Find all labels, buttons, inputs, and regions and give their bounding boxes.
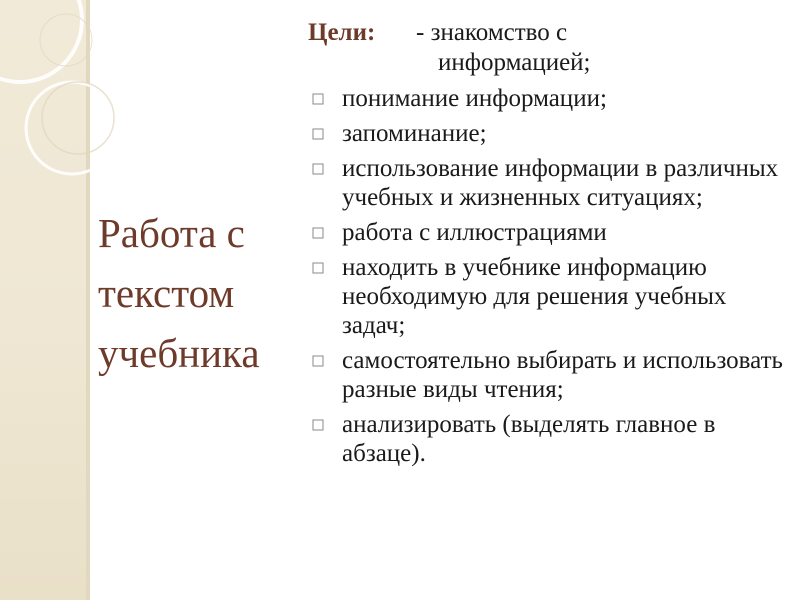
list-item <box>308 218 788 247</box>
list-item <box>308 346 788 404</box>
list-item <box>308 154 788 212</box>
list-item-text: работа с иллюстрациями <box>342 219 607 246</box>
goals-intro-line-2: информацией; <box>438 49 591 76</box>
list-item-text: находить в учебнике информацию необходимую для решения учебных задач; <box>342 254 727 339</box>
title-line-1: Работа с <box>98 210 245 256</box>
hollow-square-bullet-icon <box>310 126 326 142</box>
hollow-square-bullet-icon <box>310 260 326 276</box>
list-item-text: самостоятельно выбирать и использовать разные виды чтения; <box>342 347 783 403</box>
title-line-3: учебника <box>98 330 260 376</box>
goals-label: Цели: <box>308 19 376 46</box>
list-item <box>308 253 788 340</box>
list-item <box>308 410 788 468</box>
goals-intro-line-1: - знакомство с <box>416 19 568 46</box>
hollow-square-bullet-icon <box>310 161 326 177</box>
list-item-text: понимание информации; <box>342 85 607 112</box>
list-item-text: запоминание; <box>342 120 487 147</box>
list-item <box>308 84 788 113</box>
goals-block <box>308 18 788 474</box>
hollow-square-bullet-icon <box>310 417 326 433</box>
decorative-rings-icon <box>0 0 180 220</box>
list-item <box>308 119 788 148</box>
title-line-2: текстом <box>98 270 235 316</box>
hollow-square-bullet-icon <box>310 91 326 107</box>
slide-title <box>98 203 298 383</box>
list-item-text: использование информации в различных учебных и жизненных ситуациях; <box>342 155 779 211</box>
goals-intro <box>416 18 636 78</box>
hollow-square-bullet-icon <box>310 225 326 241</box>
hollow-square-bullet-icon <box>310 353 326 369</box>
goals-header <box>308 18 788 78</box>
list-item-text: анализировать (выделять главное в абзаце). <box>342 411 716 467</box>
goals-list <box>308 84 788 468</box>
